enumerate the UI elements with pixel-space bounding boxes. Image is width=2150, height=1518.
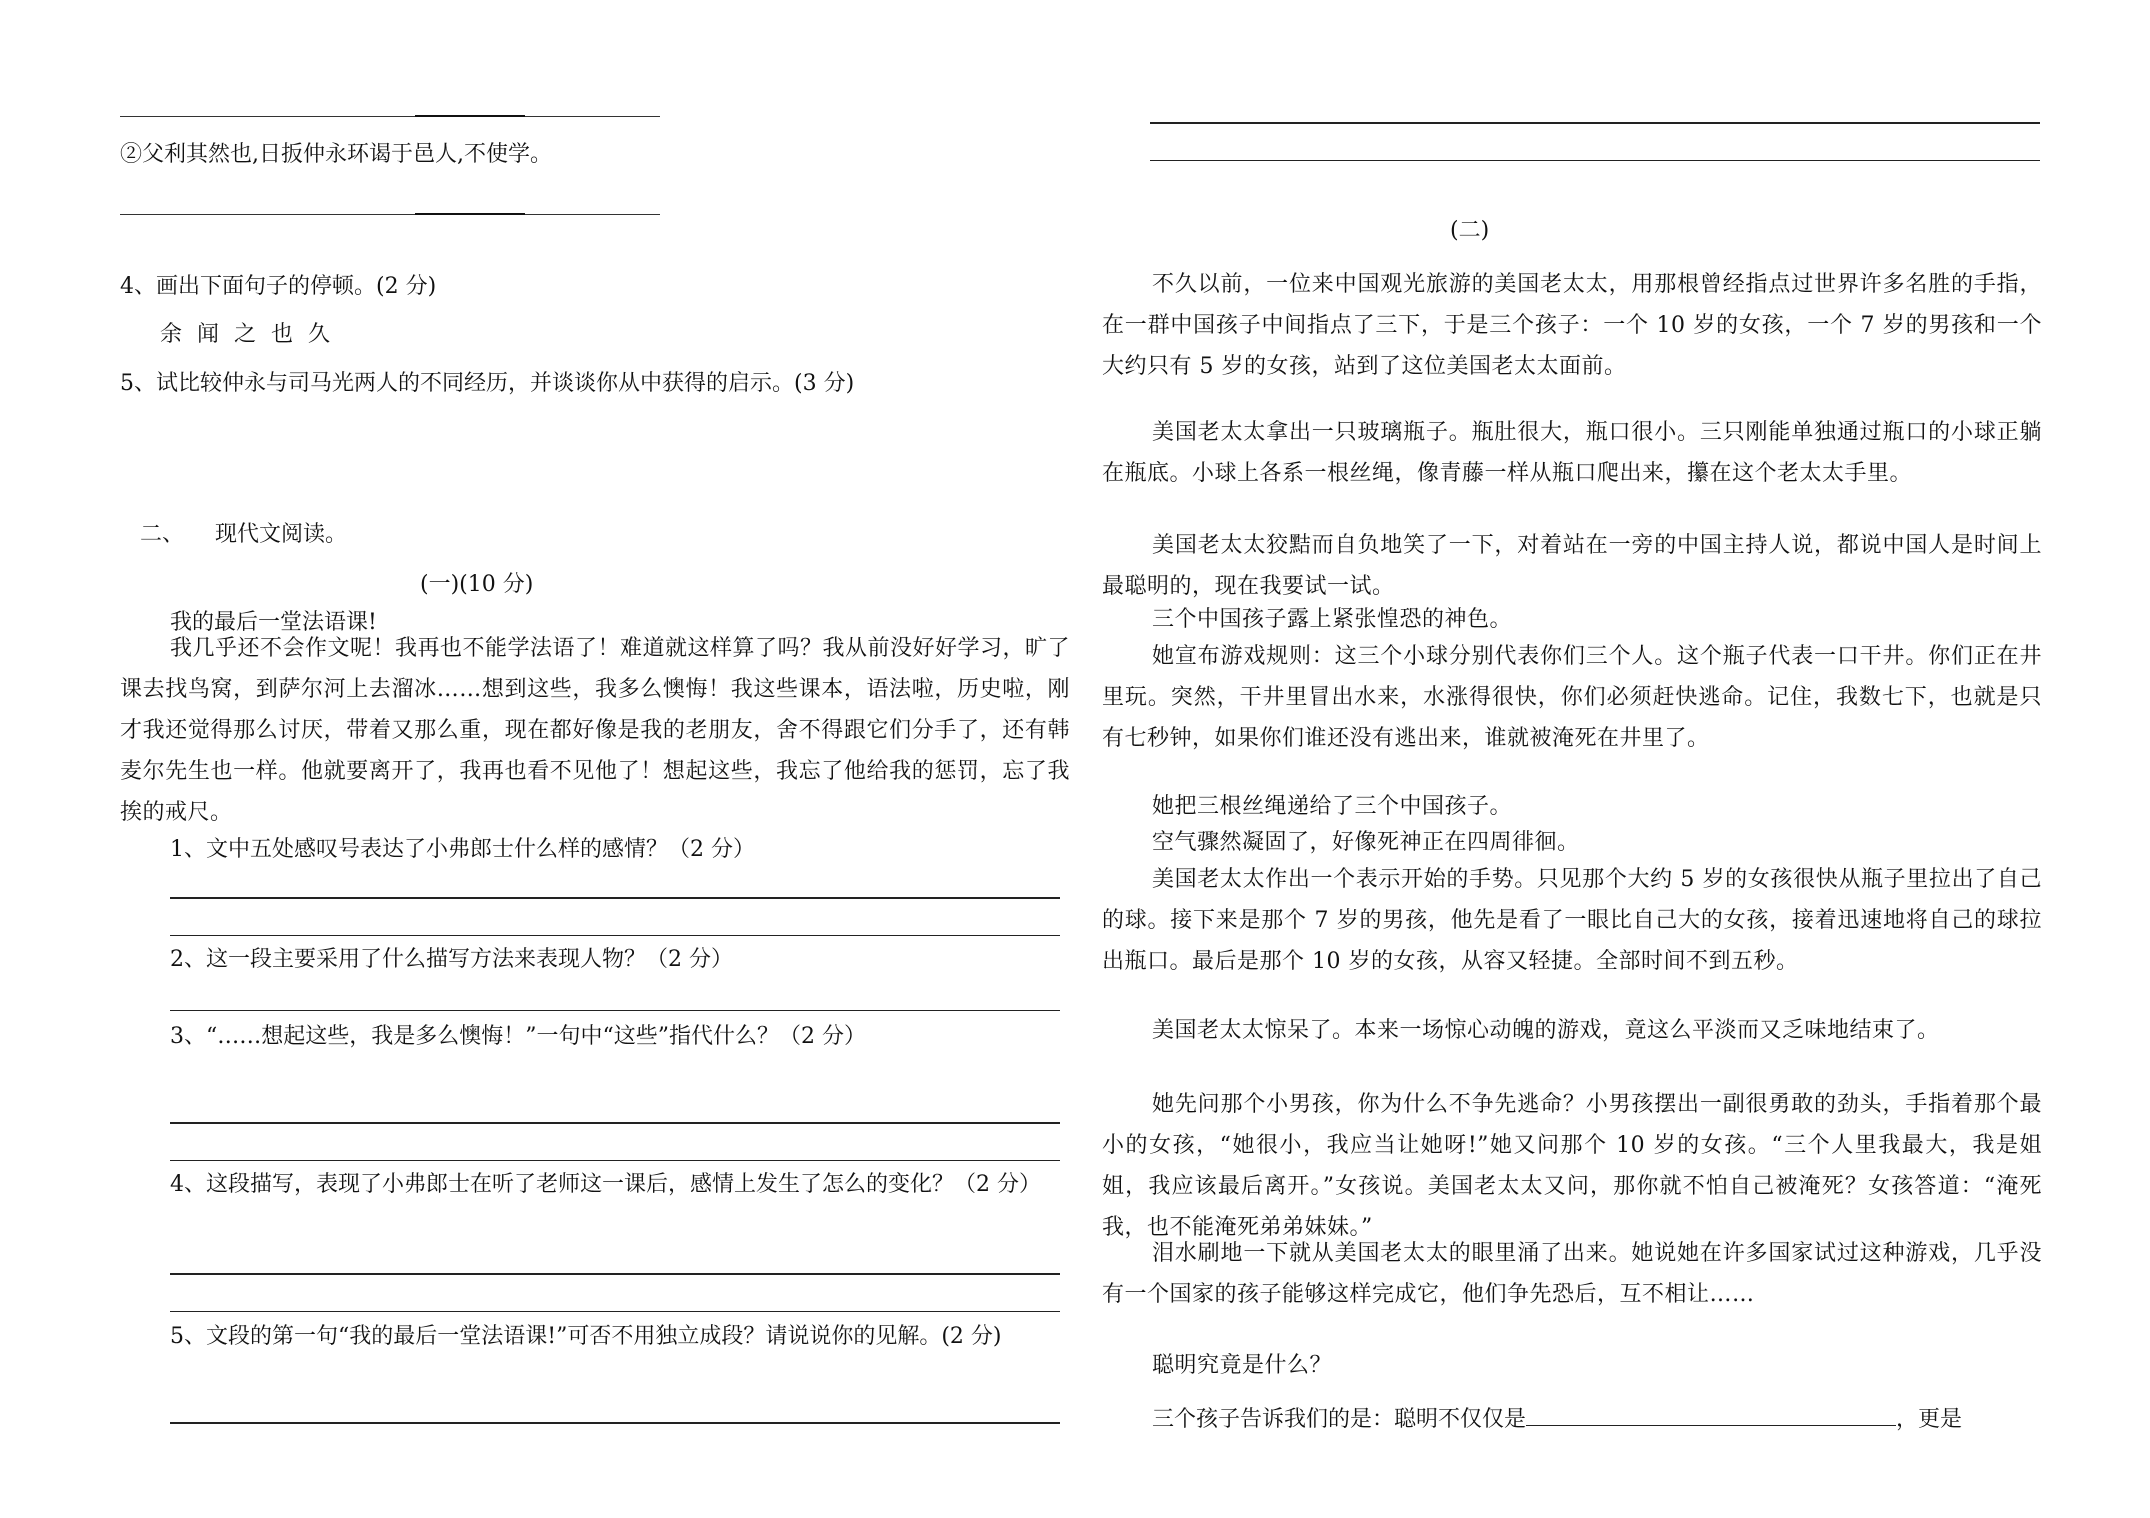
answer-line-segment [415,115,525,117]
story-paragraph: 美国老太太拿出一只玻璃瓶子。瓶肚很大，瓶口很小。三只刚能单独通过瓶口的小球正躺在瓶底。小球上各系一根丝绳，像青藤一样从瓶口爬出来，攥在这个老太太手里。 [1102,420,2042,486]
answer-line [170,1010,1060,1011]
story-paragraph: 不久以前，一位来中国观光旅游的美国老太太，用那根曾经指点过世界许多名胜的手指，在一群中国孩子中间指点了三下，于是三个孩子：一个 10 岁的女孩，一个 7 岁的男孩和一个大约只有 5 岁的女孩，站到了这位美国老太太面前。 [1102,272,2042,379]
answer-line [170,1422,1060,1424]
story-paragraph: 泪水刷地一下就从美国老太太的眼里涌了出来。她说她在许多国家试过这种游戏，几乎没有一个国家的孩子能够这样完成它，他们争先恐后，互不相让…… [1102,1241,2042,1307]
question-4-label: 4、画出下面句子的停顿。(2 分) [120,274,437,299]
answer-line [1150,160,2040,161]
part-2-heading: (二) [1450,218,1490,243]
section-2-title: 现代文阅读。 [215,522,348,547]
story-paragraph: 她把三根丝绳递给了三个中国孩子。 [1152,794,1513,819]
answer-line [1150,122,2040,124]
answer-line [170,935,1060,936]
pause-sentence: 余 闻 之 也 久 [160,322,334,347]
right-column [1100,0,2045,1518]
answer-line [120,214,660,215]
answer-line [170,897,1060,899]
answer-line [120,116,660,117]
story-paragraph: 她先问那个小男孩，你为什么不争先逃命？小男孩摆出一副很勇敢的劲头，手指着那个最小的女孩，“她很小，我应当让她呀!”她又问那个 10 岁的女孩。“三个人里我最大，我是姐姐，我应该最后离开。”女孩说。美国老太太又问，那你就不怕自己被淹死？女孩答道：“淹死我，也不能淹死弟弟妹妹。” [1102,1092,2042,1240]
question-5: 5、文段的第一句“我的最后一堂法语课!”可否不用独立成段？请说说你的见解。(2 分) [170,1324,1002,1349]
answer-line-segment [415,213,525,215]
question-2: 2、这一段主要采用了什么描写方法来表现人物？（2 分） [170,947,733,972]
story-paragraph: 美国老太太狡黠而自负地笑了一下，对着站在一旁的中国主持人说，都说中国人是时间上最聪明的，现在我要试一试。 [1102,533,2042,599]
left-column [115,0,1075,1518]
fill-in-blank[interactable] [1526,1401,1896,1426]
answer-line [170,1273,1060,1275]
question-1: 1、文中五处感叹号表达了小弗郎士什么样的感情？（2 分） [170,837,755,862]
section-2-number: 二、 [140,522,185,547]
fill-in-suffix: ，更是 [1896,1407,1963,1432]
passage-paragraph: 我几乎还不会作文呢！我再也不能学法语了！难道就这样算了吗？我从前没好好学习，旷了课去找鸟窝，到萨尔河上去溜冰……想到这些，我多么懊悔！我这些课本，语法啦，历史啦，刚才我还觉得那么讨厌，带着又那么重，现在都好像是我的老朋友，舍不得跟它们分手了，还有韩麦尔先生也一样。他就要离开了，我再也看不见他了！想起这些，我忘了他给我的惩罚，忘了我挨的戒尺。 [120,636,1071,825]
story-paragraph: 空气骤然凝固了，好像死神正在四周徘徊。 [1152,830,1580,855]
fill-in-sentence [1152,1401,1962,1435]
classical-sentence-2: ②父利其然也,日扳仲永环谒于邑人,不使学。 [120,142,552,167]
question-5-label: 5、试比较仲永与司马光两人的不同经历，并谈谈你从中获得的启示。(3 分) [120,371,855,396]
passage-title: 我的最后一堂法语课! [170,610,377,635]
story-paragraph: 聪明究竟是什么？ [1152,1353,1333,1378]
answer-line [170,1311,1060,1312]
answer-line [170,1122,1060,1124]
part-1-heading: (一)(10 分) [420,572,534,597]
story-paragraph: 美国老太太作出一个表示开始的手势。只见那个大约 5 岁的女孩很快从瓶子里拉出了自己的球。接下来是那个 7 岁的男孩，他先是看了一眼比自己大的女孩，接着迅速地将自己的球拉出瓶口。最后是那个 10 岁的女孩，从容又轻捷。全部时间不到五秒。 [1102,867,2042,974]
question-4: 4、这段描写，表现了小弗郎士在听了老师这一课后，感情上发生了怎么的变化？（2 分） [170,1172,1041,1197]
answer-line [170,1160,1060,1161]
question-3: 3、“……想起这些，我是多么懊悔！”一句中“这些”指代什么？（2 分） [170,1024,866,1049]
story-paragraph: 她宣布游戏规则：这三个小球分别代表你们三个人。这个瓶子代表一口干井。你们正在井里玩。突然，干井里冒出水来，水涨得很快，你们必须赶快逃命。记住，我数七下，也就是只有七秒钟，如果你们谁还没有逃出来，谁就被淹死在井里了。 [1102,644,2042,751]
story-paragraph: 三个中国孩子露上紧张惶恐的神色。 [1152,607,1513,632]
fill-in-prefix: 三个孩子告诉我们的是：聪明不仅仅是 [1152,1407,1527,1432]
story-paragraph: 美国老太太惊呆了。本来一场惊心动魄的游戏，竟这么平淡而又乏味地结束了。 [1152,1018,1940,1043]
